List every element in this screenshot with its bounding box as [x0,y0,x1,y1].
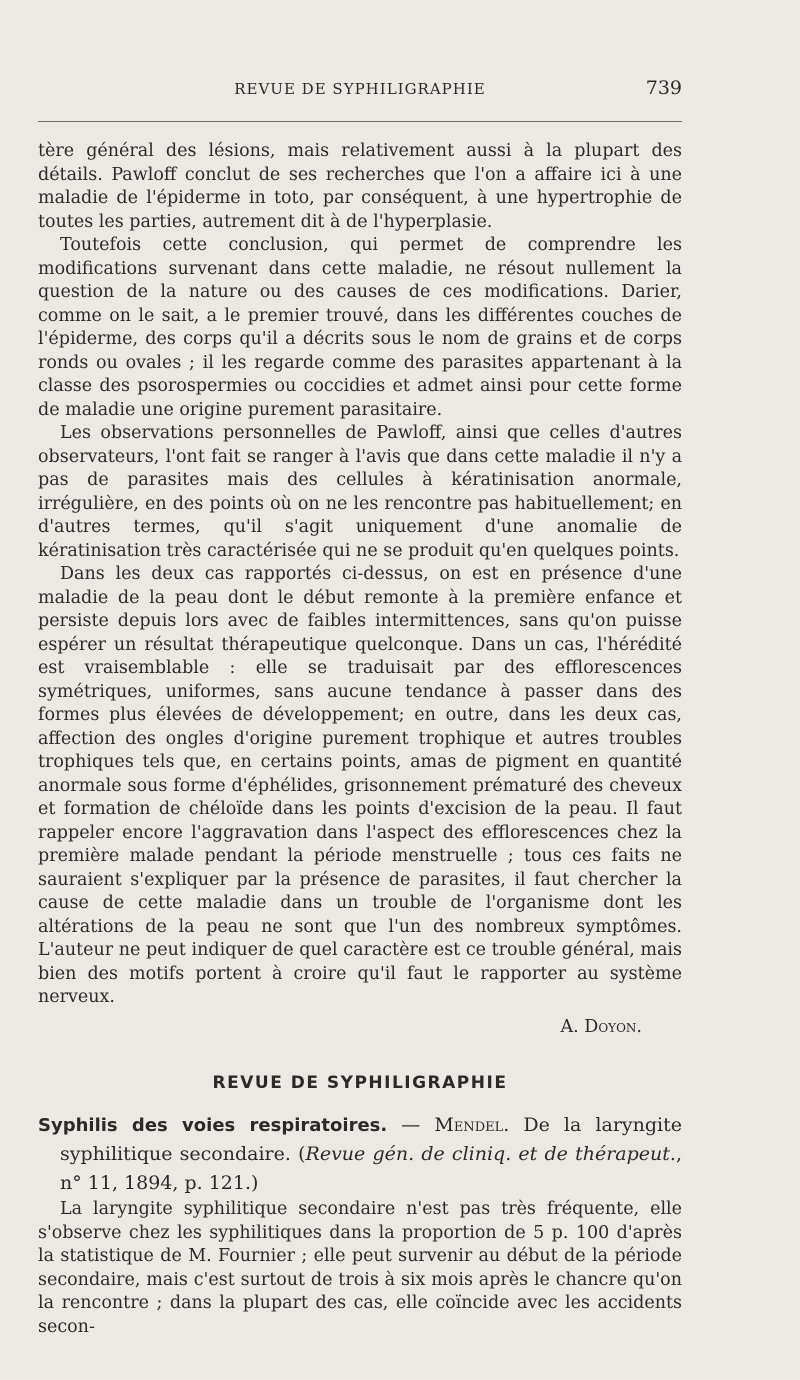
article-subject: Syphilis des voies respiratoires. [38,1115,388,1136]
article-body: La laryngite syphilitique secondaire n'est pas très fréquente, elle s'observe chez les syphilitiques dans la proportion de 5 p. 100 d'après la statistique de M. Fournier ; elle peut survenir au début de la période secondaire, mais c'est surtout de trois à six mois après le chancre qu'on la rencontre ; dans la plupart des cas, elle coïncide avec les accidents secon- [38,1199,682,1337]
paragraph: Les observations personnelles de Pawloff, ainsi que celles d'autres observateurs, l'ont fait se ranger à l'avis que dans cette maladie il n'y a pas de parasites mais des cellules à kératinisation anormale, irrégulière, en des points où on ne les rencontre pas habituellement; en d'autres termes, qu'il s'agit uniquement d'une anomalie de kératinisation très caractérisée qui ne se produit qu'en quelques points. [38,423,682,561]
running-title: REVUE DE SYPHILIGRAPHIE [234,80,486,98]
page-body [38,140,682,1339]
paragraph: Toutefois cette conclusion, qui permet de comprendre les modifications survenant dans cette maladie, ne résout nullement la question de la nature ou des causes de ces modifications. Darier, comme on le sait, a le premier trouvé, dans les différentes couches de l'épiderme, des corps qu'il a décrits sous le nom de grains et de corps ronds ou ovales ; il les regarde comme des parasites appartenant à la classe des psorospermies ou coccidies et admet ainsi pour cette forme de maladie une origine purement parasitaire. [38,235,682,420]
paragraph: tère général des lésions, mais relativement aussi à la plupart des détails. Pawloff conclut de ses recherches que l'on a affaire ici à une maladie de l'épiderme in toto, par conséquent, à une hypertrophie de toutes les parties, autrement dit à de l'hyperplasie. [38,141,682,232]
header-rule [38,121,682,122]
article-title: De la laryngite syphilitique secondaire. ( [60,1114,682,1165]
article-heading [38,1111,682,1198]
section-title: REVUE DE SYPHILIGRAPHIE [212,1073,508,1093]
article-journal: Revue gén. de cliniq. et de thérapeut. [305,1143,676,1165]
author-signature: A. Doyon. [560,1016,642,1037]
article-author: Mendel. [434,1114,510,1136]
page-number: 739 [645,77,682,99]
article-dash: — [387,1114,435,1136]
article-citation: , n° 11, 1894, p. 121.) [60,1143,682,1194]
paragraph: Dans les deux cas rapportés ci-dessus, on est en présence d'une maladie de la peau dont le début remonte à la première enfance et persiste depuis lors avec de faibles intermittences, sans qu'on puisse espérer un résultat thérapeutique quelconque. Dans un cas, l'hérédité est vraisemblable : elle se traduisait par des efflorescences symétriques, uniformes, sans aucune tendance à passer dans des formes plus élevées de développement; en outre, dans les deux cas, affection des ongles d'origine purement trophique et autres troubles trophiques tels que, en certains points, amas de pigment en quantité anormale sous forme d'éphélides, grisonnement prématuré des cheveux et formation de chéloïde dans les points d'excision de la peau. Il faut rappeler encore l'aggravation dans l'aspect des efflorescences chez la première malade pendant la période menstruelle ; tous ces faits ne sauraient s'expliquer par la présence de parasites, il faut chercher la cause de cette maladie dans un trouble de l'organisme dont les altérations de la peau ne sont que l'un des nombreux symptômes. L'auteur ne peut indiquer de quel caractère est ce trouble général, mais bien des motifs portent à croire qu'il faut le rapporter au système nerveux. [38,564,682,1007]
